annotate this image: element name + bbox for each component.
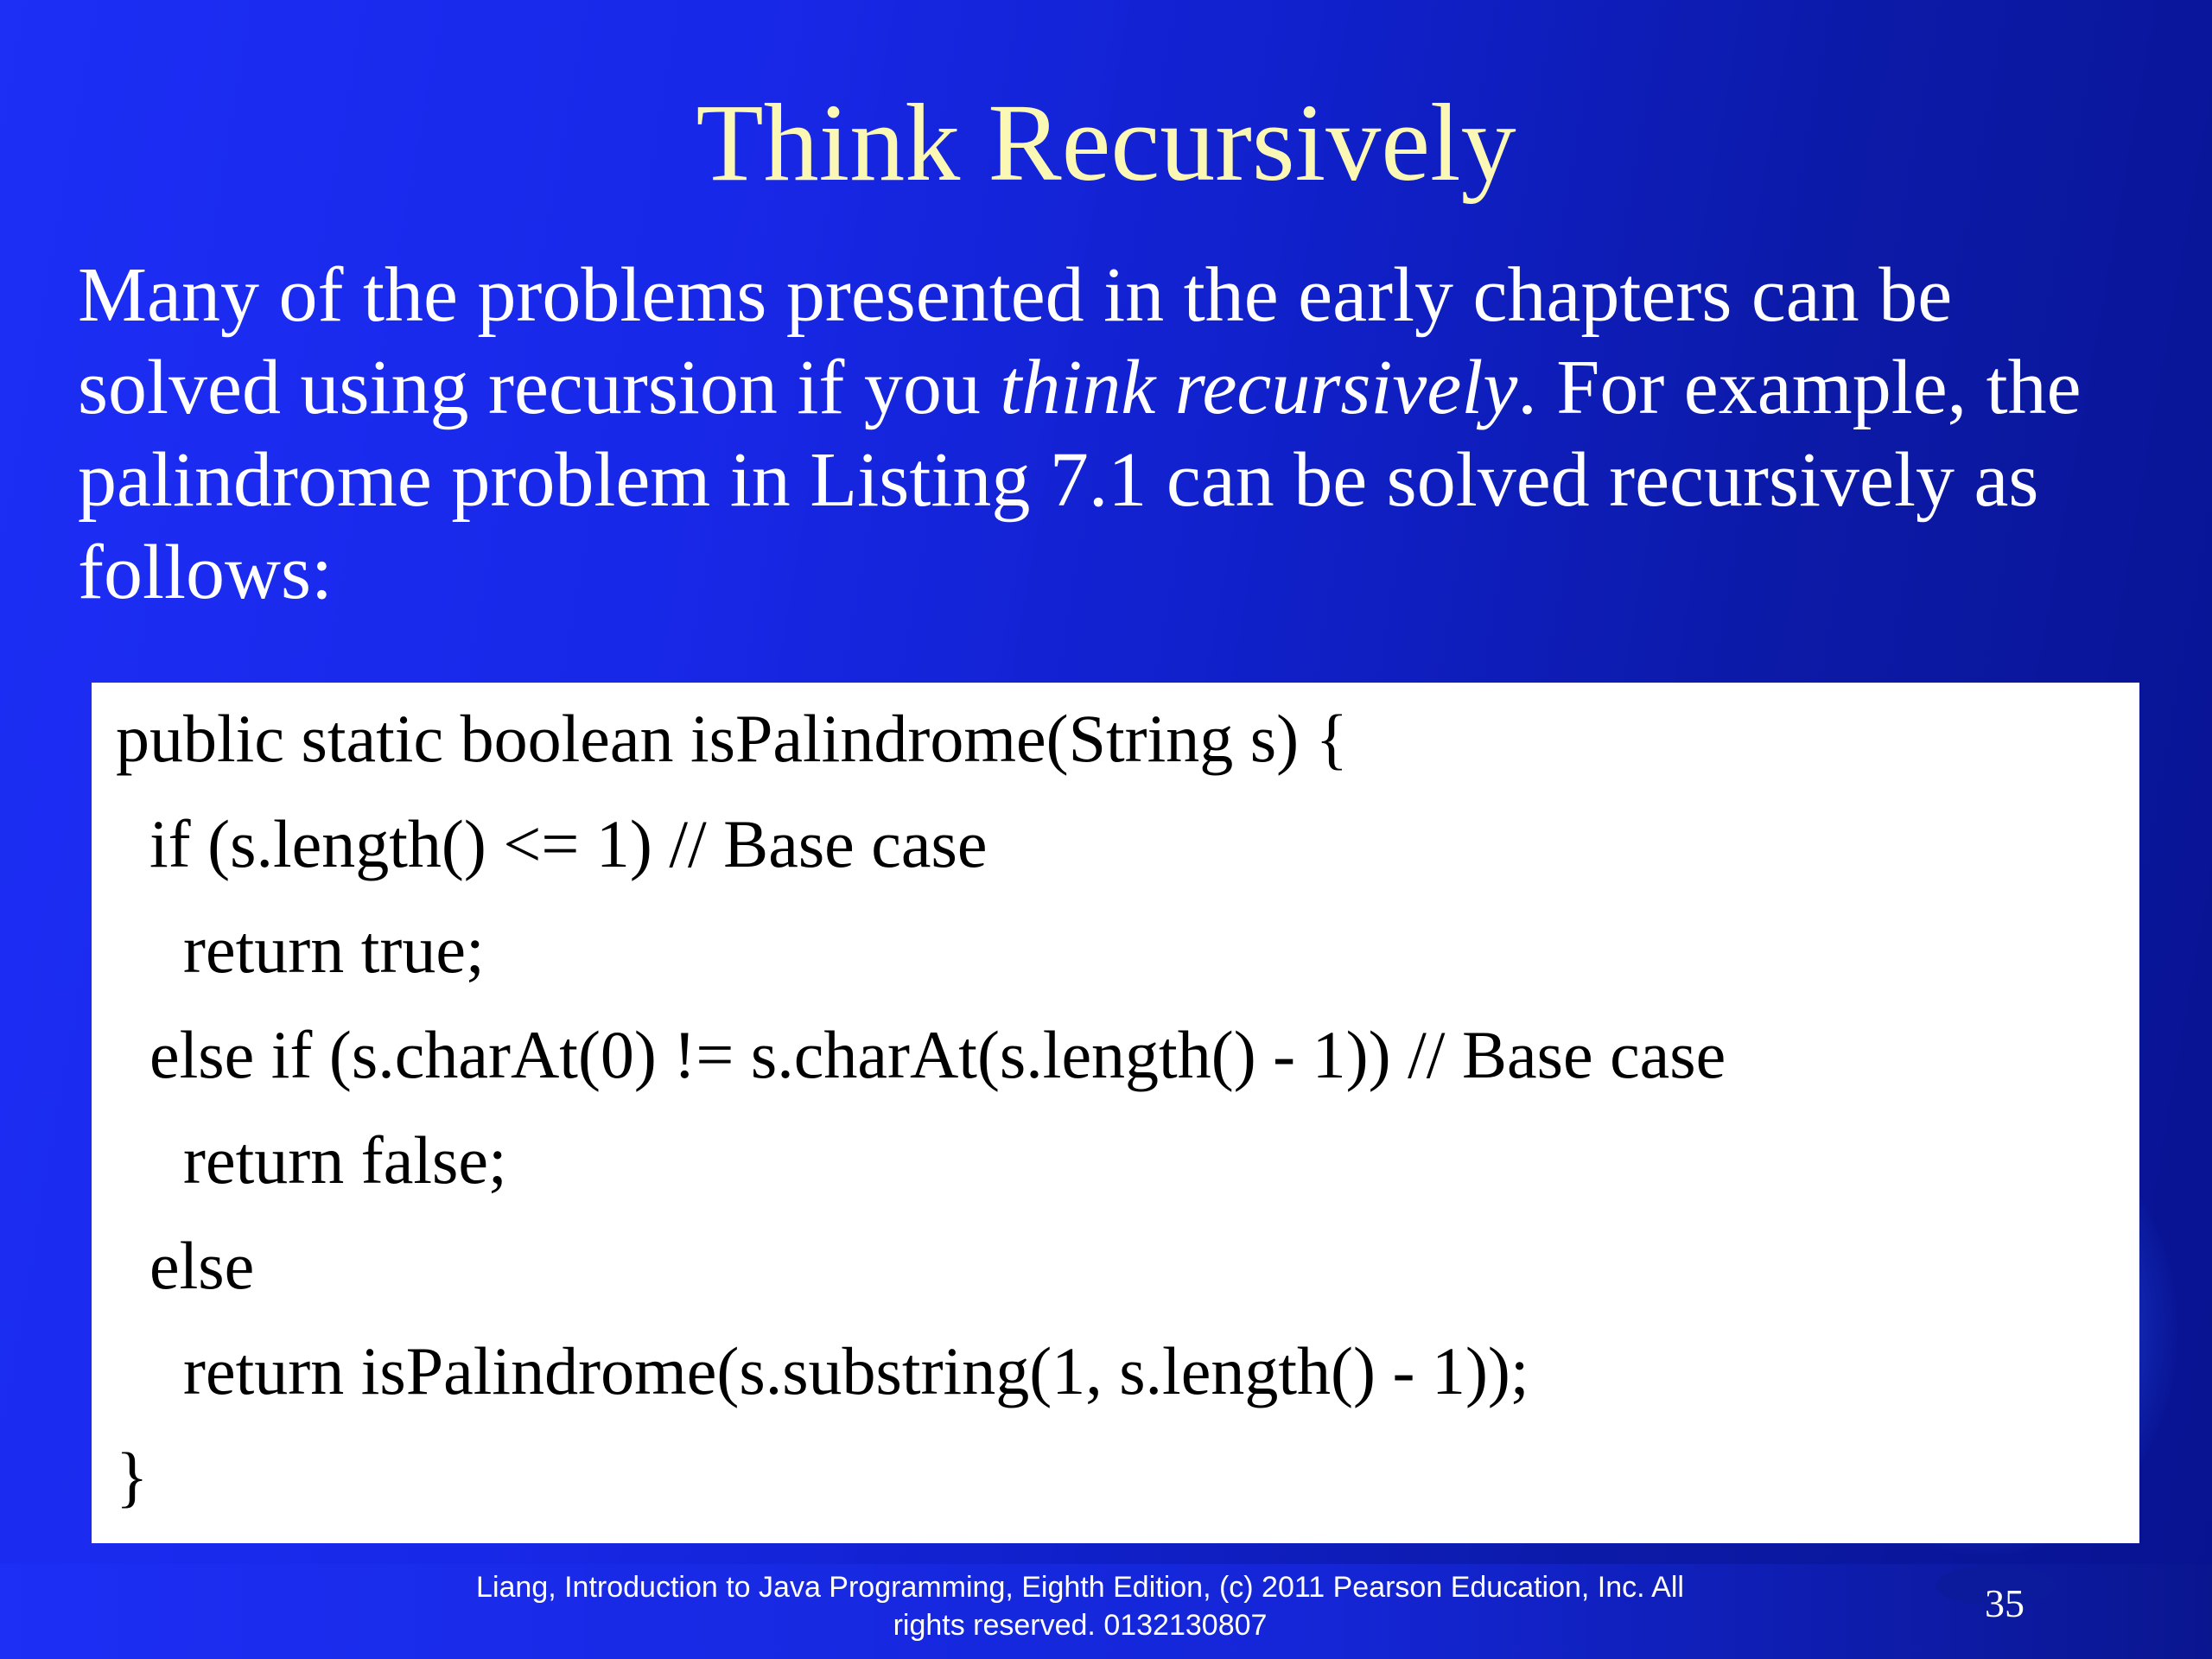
code-block (92, 683, 2139, 1543)
code-line-4: else if (s.charAt(0) != s.charAt(s.length() - 1)) // Base case (116, 1017, 1726, 1092)
footer-line-2: rights reserved. 0132130807 (893, 1609, 1268, 1642)
code-line-3: return true; (116, 912, 485, 987)
intro-paragraph (78, 249, 2169, 619)
page-number: 35 (1985, 1581, 2024, 1625)
intro-text-2: . For example, the palindrome problem in Listing 7.1 can be solved recursively as follows: (78, 345, 2082, 615)
code-line-6: else (116, 1228, 255, 1303)
footer-copyright (432, 1568, 1728, 1644)
code-line-8: } (116, 1439, 149, 1514)
code-line-1: public static boolean isPalindrome(String s) { (116, 701, 1349, 776)
intro-emphasis: think recursively (1000, 345, 1518, 430)
code-line-7: return isPalindrome(s.substring(1, s.length() - 1)); (116, 1333, 1529, 1408)
footer-line-1: Liang, Introduction to Java Programming, Eighth Edition, (c) 2011 Pearson Education, Inc. All (476, 1571, 1684, 1604)
slide-title: Think Recursively (696, 81, 1516, 204)
intro-text-1: Many of the problems presented in the early chapters can be solved using recursion if you (78, 252, 1953, 430)
code-line-5: return false; (116, 1122, 507, 1198)
code-line-2: if (s.length() <= 1) // Base case (116, 806, 988, 881)
